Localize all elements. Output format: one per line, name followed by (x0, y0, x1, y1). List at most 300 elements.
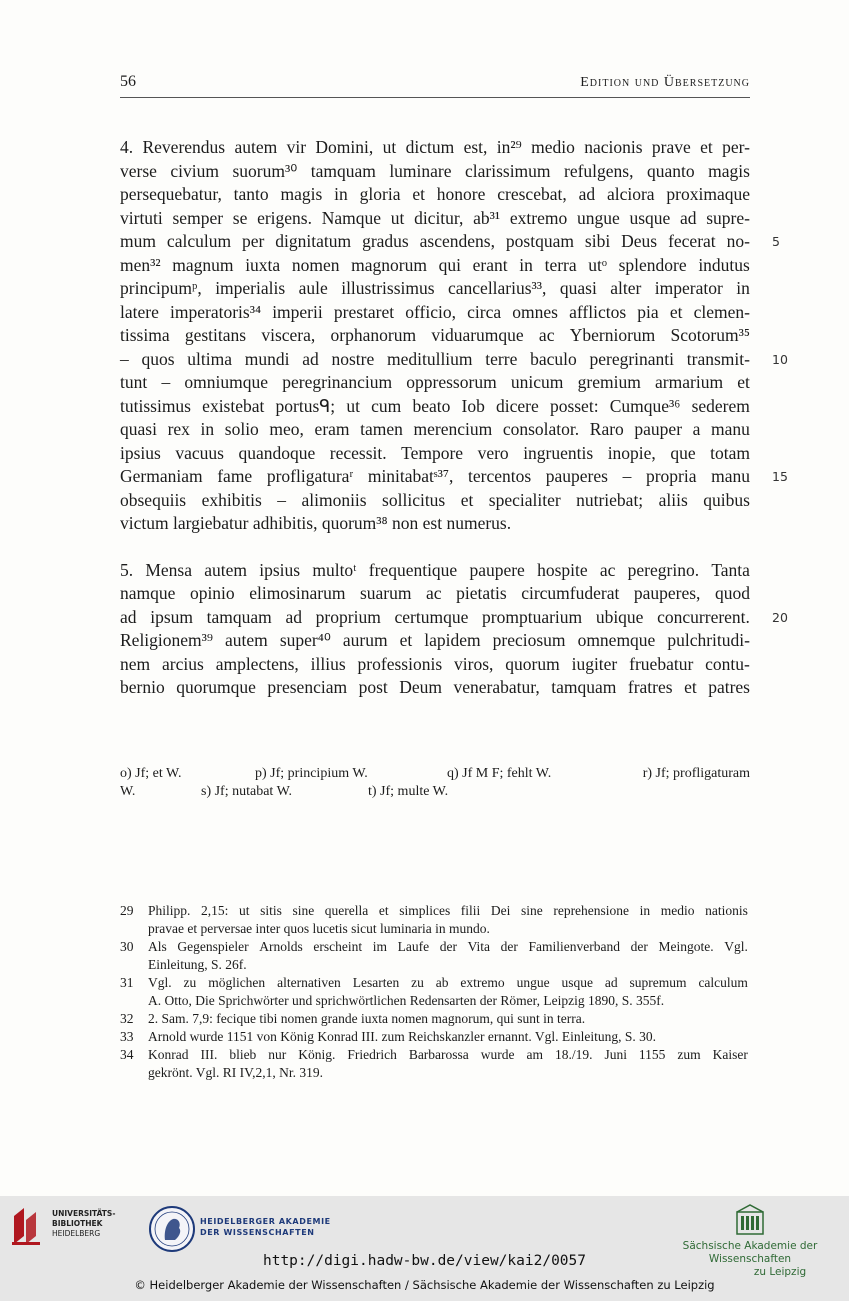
word: mundi (244, 348, 290, 369)
text-line-numbered (120, 465, 788, 489)
word: quanto (646, 160, 695, 181)
word: Religionem³⁹ (120, 630, 214, 650)
word: eram (314, 419, 350, 439)
word: ipsius (259, 559, 301, 580)
variant-q: q) Jf M F; fehlt W. (447, 766, 552, 781)
word: postquam (505, 231, 574, 251)
paragraph-4 (120, 136, 788, 536)
word: in (200, 419, 215, 439)
word: – (120, 348, 129, 369)
word: orphanorum (330, 325, 417, 345)
word: armarium (655, 372, 724, 392)
word: ad (578, 184, 596, 204)
ub-logo-text (52, 1209, 115, 1239)
word: ingruentis (523, 442, 594, 463)
word: sine (520, 903, 543, 918)
word: baculo (530, 348, 577, 369)
word: manu (711, 419, 750, 439)
word: imperator (654, 278, 723, 298)
footnote-line: gekrönt. Vgl. RI IV,2,1, Nr. 319. (148, 1065, 323, 1080)
running-title: Edition und Übersetzung (580, 75, 750, 90)
word: dictum (405, 137, 455, 157)
word: pauper (634, 419, 683, 439)
page-number: 56 (120, 73, 136, 90)
word: sine (292, 903, 315, 918)
word: verse (120, 160, 157, 181)
word: et (700, 137, 713, 157)
word: peregrinancium (282, 372, 393, 392)
word: magnum (172, 254, 234, 275)
digitization-footer (0, 1196, 849, 1301)
text-line (120, 348, 750, 372)
word: imperatoris³⁴ (170, 301, 262, 322)
word: pauperes (545, 466, 608, 486)
word: gradus (362, 231, 409, 251)
word: am (526, 1047, 543, 1062)
word: in (519, 254, 533, 275)
word: Vgl. (148, 975, 172, 990)
word: quos (141, 348, 175, 369)
word: proprium (315, 606, 381, 627)
word: vir (286, 137, 307, 157)
word: Domini, (315, 137, 374, 157)
word: Yberniorum (569, 325, 656, 345)
footnote-line: pravae et perversae inter quos lucetis sicut luminaria in mundo. (148, 921, 490, 936)
word: circa (467, 301, 502, 322)
word: Reverendus (142, 137, 226, 157)
word: imperialis (215, 278, 286, 298)
word: omniumque (184, 372, 269, 392)
saxon-academy-building-icon (735, 1204, 765, 1236)
word: Vgl. (724, 939, 748, 954)
word: autem (204, 559, 248, 580)
word: clemen- (693, 301, 750, 322)
word: extremo (509, 207, 568, 228)
variant-r-cont: W. (120, 784, 136, 799)
word: 1155 (638, 1047, 666, 1062)
word: alciora (606, 184, 655, 204)
word: quorum (505, 653, 560, 674)
text-line (120, 301, 750, 325)
word: dicitur, (414, 207, 464, 228)
word: der (439, 939, 457, 954)
word: in (736, 278, 750, 298)
variant-t: t) Jf; multe W. (368, 784, 449, 799)
word: nem (120, 653, 151, 674)
word: et (684, 677, 697, 697)
word: tercentos (467, 466, 532, 486)
word: nutriebat; (576, 489, 644, 510)
word: promptuarium (482, 606, 583, 627)
word: quibus (703, 489, 750, 510)
word: sibi (584, 231, 611, 251)
footnote-line: Einleitung, S. 26f. (148, 957, 247, 972)
word: Dei (490, 903, 511, 918)
word: tamquam (551, 677, 617, 697)
word: ac (426, 583, 442, 603)
footnote-line: 2. Sam. 7,9: fecique tibi nomen grande iuxta nomen magnorum, qui sunt in terra. (148, 1011, 586, 1026)
word: per- (722, 137, 750, 157)
word: Vita (467, 939, 491, 954)
word: a (692, 419, 701, 439)
word: iuxta (245, 254, 281, 275)
word: autem (225, 630, 268, 650)
word: merencium (413, 419, 493, 439)
word: recessit. (329, 442, 387, 463)
word: ad (302, 348, 319, 369)
variant-s: s) Jf; nutabat W. (201, 784, 292, 799)
word: concurrerent. (657, 606, 750, 627)
word: honore (436, 184, 486, 204)
footnote (120, 1046, 750, 1082)
word: posset: (549, 395, 599, 416)
word: contu- (705, 653, 750, 674)
word: in (639, 903, 651, 918)
text-line (120, 653, 750, 677)
variant-row (120, 765, 750, 783)
word: vero (477, 442, 509, 463)
footnote-number: 33 (120, 1029, 134, 1044)
hadw-logo[interactable] (148, 1204, 358, 1254)
word: Raro (589, 419, 624, 439)
word: Tempore (401, 442, 464, 463)
variant-o: o) Jf; et W. (120, 766, 182, 781)
word: dignitatum (275, 231, 352, 251)
word: Lesarten (352, 975, 400, 990)
word: super⁴⁰ (279, 630, 331, 650)
word: transmit- (686, 348, 750, 369)
copyright-notice: © Heidelberger Akademie der Wissenschaften / Sächsische Akademie der Wissenschaften zu Leipzig (134, 1278, 715, 1292)
word: imperii (272, 301, 323, 322)
word: principumᵖ, (120, 278, 202, 298)
text-line (120, 254, 750, 278)
word: persequebatur, (120, 184, 222, 204)
word: 5. (120, 559, 134, 580)
word: gestitans (184, 325, 247, 345)
word: refulgens, (564, 160, 634, 181)
word: sitis (260, 903, 282, 918)
word: specialiter (488, 489, 561, 510)
word: tamquam (310, 160, 376, 181)
line-number: 10 (772, 351, 788, 367)
word: calculum (698, 975, 748, 990)
word: afflictos (569, 301, 627, 322)
word: circumfuderat (521, 583, 620, 603)
variant-apparatus (120, 765, 750, 801)
word: ut (238, 903, 250, 918)
variant-row (120, 783, 750, 801)
word: paupere (469, 559, 525, 580)
word: medio (531, 137, 575, 157)
text-line (120, 324, 750, 348)
word: Familienverband (528, 939, 621, 954)
footnote-line: Arnold wurde 1151 von König Konrad III. zum Reichskanzler ernannt. Vgl. Einleitung, S. 30. (148, 1029, 657, 1044)
word: clarissimum (464, 160, 551, 181)
word: Deus (621, 231, 658, 251)
word: frequentique (368, 559, 458, 580)
word: patres (708, 677, 750, 697)
word: ad (679, 207, 697, 228)
word: zum (677, 1047, 701, 1062)
word: et (412, 184, 425, 204)
footnote-number: 32 (120, 1011, 134, 1026)
word: mum (120, 231, 156, 251)
text-line: victum largiebatur adhibitis, quorum³⁸ non est numerus. (120, 513, 512, 533)
word: se (232, 207, 248, 228)
word: wurde (480, 1047, 515, 1062)
word: presenciam (267, 677, 348, 697)
word: illustrissimus (341, 278, 435, 298)
word: sederem (691, 395, 750, 416)
word: simplices (399, 903, 451, 918)
word: viscera, (261, 325, 316, 345)
text-line (120, 582, 750, 606)
word: supremum (629, 975, 687, 990)
word: professionis (357, 653, 443, 674)
word: fame (217, 466, 253, 486)
word: fecerat (668, 231, 716, 251)
text-line (120, 230, 750, 254)
word: ad (604, 975, 618, 990)
word: in (334, 184, 348, 204)
word: arcius (162, 653, 204, 674)
word: totam (710, 442, 750, 463)
word: viduarumque (431, 325, 524, 345)
word: nur (268, 1047, 287, 1062)
word: viros, (454, 653, 494, 674)
text-line (120, 183, 750, 207)
word: Germaniam (120, 466, 203, 486)
word: omnemque (577, 630, 656, 650)
word: tanto (233, 184, 269, 204)
word: pietatis (456, 583, 507, 603)
hadw-logo-text (200, 1216, 331, 1238)
word: lapidem (424, 630, 481, 650)
word: Iob (461, 395, 485, 416)
text-line (120, 559, 750, 583)
word: Tanta (711, 559, 750, 580)
word: usque (629, 207, 671, 228)
word: querella (324, 903, 369, 918)
footnote-text (148, 1046, 748, 1082)
permalink-url[interactable]: http://digi.hadw-bw.de/view/kai2/0057 (262, 1253, 586, 1269)
word: certumque (394, 606, 469, 627)
word: nostre (331, 348, 375, 369)
word: crescebat, (497, 184, 567, 204)
word: fratres (627, 677, 673, 697)
word: iugiter (571, 653, 618, 674)
word: profligaturaʳ (266, 466, 354, 486)
footnote-text (148, 1028, 748, 1046)
text-line-numbered (120, 606, 788, 630)
word: ut (346, 395, 360, 416)
word: men³² (120, 254, 161, 275)
word: ac (599, 559, 616, 580)
word: cancellarius³³, (448, 278, 547, 298)
word: amplectens, (215, 653, 299, 674)
academy-seal-icon (148, 1204, 196, 1254)
word: ad (285, 606, 302, 627)
word: oppressorum (406, 372, 497, 392)
footnote-number: 34 (120, 1047, 134, 1062)
word: qui (438, 254, 461, 275)
variant-p: p) Jf; principium W. (255, 766, 368, 781)
word: preciosum (492, 630, 566, 650)
word: – (161, 372, 171, 392)
word: erscheint (313, 939, 363, 954)
word: pia (637, 301, 659, 322)
word: ipsum (150, 606, 193, 627)
word: supre- (706, 207, 750, 228)
word: nacionis (584, 137, 643, 157)
word: aliis (658, 489, 688, 510)
footnote-text (148, 1010, 748, 1028)
word: 18./19. (554, 1047, 593, 1062)
word: inopie, (607, 442, 656, 463)
word: quorumque (176, 677, 256, 697)
word: tissima (120, 325, 170, 345)
word: alter (610, 278, 642, 298)
word: Friedrich (347, 1047, 397, 1062)
word: zu (183, 975, 197, 990)
word: virtuti (120, 207, 163, 228)
word: civium (170, 160, 220, 181)
word: ungue (516, 975, 550, 990)
word: et (669, 301, 683, 322)
word: ad (120, 606, 137, 627)
word: – (277, 489, 287, 510)
word: – (622, 466, 632, 486)
text-line-numbered (120, 348, 788, 372)
word: cum (371, 395, 402, 416)
word: omnes (512, 301, 558, 322)
word: per (242, 231, 265, 251)
word: pauperes, (633, 583, 701, 603)
word: tamquam (206, 606, 272, 627)
word: Arnolds (259, 939, 303, 954)
word: ipsius (120, 442, 161, 463)
footnote (120, 938, 750, 974)
word: Barbarossa (408, 1047, 469, 1062)
ub-heidelberg-logo[interactable] (10, 1206, 130, 1246)
text-line (120, 207, 750, 231)
word: et (460, 489, 474, 510)
ub-line: UNIVERSITÄTS- (52, 1209, 116, 1218)
word: Mensa (145, 559, 193, 580)
word: Konrad (148, 1047, 189, 1062)
text-line (120, 277, 750, 301)
saw-line: zu Leipzig (753, 1266, 807, 1278)
word: im (372, 939, 387, 954)
text-line (120, 442, 750, 466)
line-number: 20 (772, 609, 788, 625)
word: tutissimus (120, 395, 191, 416)
ub-line: HEIDELBERG (52, 1229, 101, 1238)
word: calculum (166, 231, 232, 251)
word: semper (172, 207, 224, 228)
word: nationis (705, 903, 748, 918)
word: ab³¹ (473, 207, 501, 228)
word: terra (544, 254, 577, 275)
word: Namque (321, 207, 381, 228)
word: Cumque³⁶ (609, 395, 681, 416)
word: existebat (202, 395, 265, 416)
word: suorum³⁰ (232, 160, 298, 181)
footnote-number: 31 (120, 975, 134, 990)
word: terre (485, 348, 518, 369)
word: bernio (120, 677, 165, 697)
word: alimoniis (301, 489, 367, 510)
word: obsequiis (120, 489, 187, 510)
word: autem (234, 137, 278, 157)
word: in²⁹ (496, 137, 522, 157)
word: meo, (269, 419, 304, 439)
word: ubique (595, 606, 644, 627)
word: propria (645, 466, 697, 486)
word: no- (726, 231, 750, 251)
word: ungue (576, 207, 620, 228)
word: quasi (559, 278, 597, 298)
word: peregrino. (627, 559, 700, 580)
word: quasi (120, 419, 157, 439)
hadw-line: HEIDELBERGER AKADEMIE (200, 1217, 331, 1226)
footnote-text (148, 938, 748, 974)
word: usque (561, 975, 593, 990)
word: gloria (359, 184, 401, 204)
variant-r: r) Jf; profligaturam (642, 766, 750, 781)
word: rex (167, 419, 190, 439)
word: zu (411, 975, 424, 990)
footnotes (120, 902, 750, 1082)
word: et (378, 903, 389, 918)
footnote-number: 29 (120, 903, 134, 918)
word: consolator. (502, 419, 580, 439)
word: ascendens, (419, 231, 495, 251)
word: reprehensione (553, 903, 630, 918)
text-line (120, 395, 750, 419)
word: Scotorum³⁵ (670, 325, 750, 345)
text-line (120, 160, 750, 184)
word: est, (463, 137, 488, 157)
word: 4. (120, 137, 134, 157)
word: unicum (510, 372, 564, 392)
word: namque (120, 583, 176, 603)
word: dicere (496, 395, 539, 416)
ub-line: BIBLIOTHEK (52, 1219, 103, 1228)
word: opinio (189, 583, 235, 603)
word: König. (298, 1047, 336, 1062)
word: proximaque (666, 184, 750, 204)
text-line (120, 629, 750, 653)
header-rule (120, 97, 750, 98)
word: erant (472, 254, 508, 275)
footnote (120, 974, 750, 1010)
text-line (120, 418, 750, 442)
word: extremo (460, 975, 505, 990)
text-line-numbered (120, 230, 780, 254)
word: magnorum (351, 254, 427, 275)
word: blieb (229, 1047, 257, 1062)
word: beato (412, 395, 451, 416)
word: nomen (291, 254, 340, 275)
word: der (500, 939, 518, 954)
footnote (120, 1010, 750, 1028)
word: sollicitus (382, 489, 446, 510)
text-line (120, 676, 750, 700)
footnote-line (148, 938, 748, 956)
word: III. (200, 1047, 218, 1062)
text-line (120, 136, 750, 160)
